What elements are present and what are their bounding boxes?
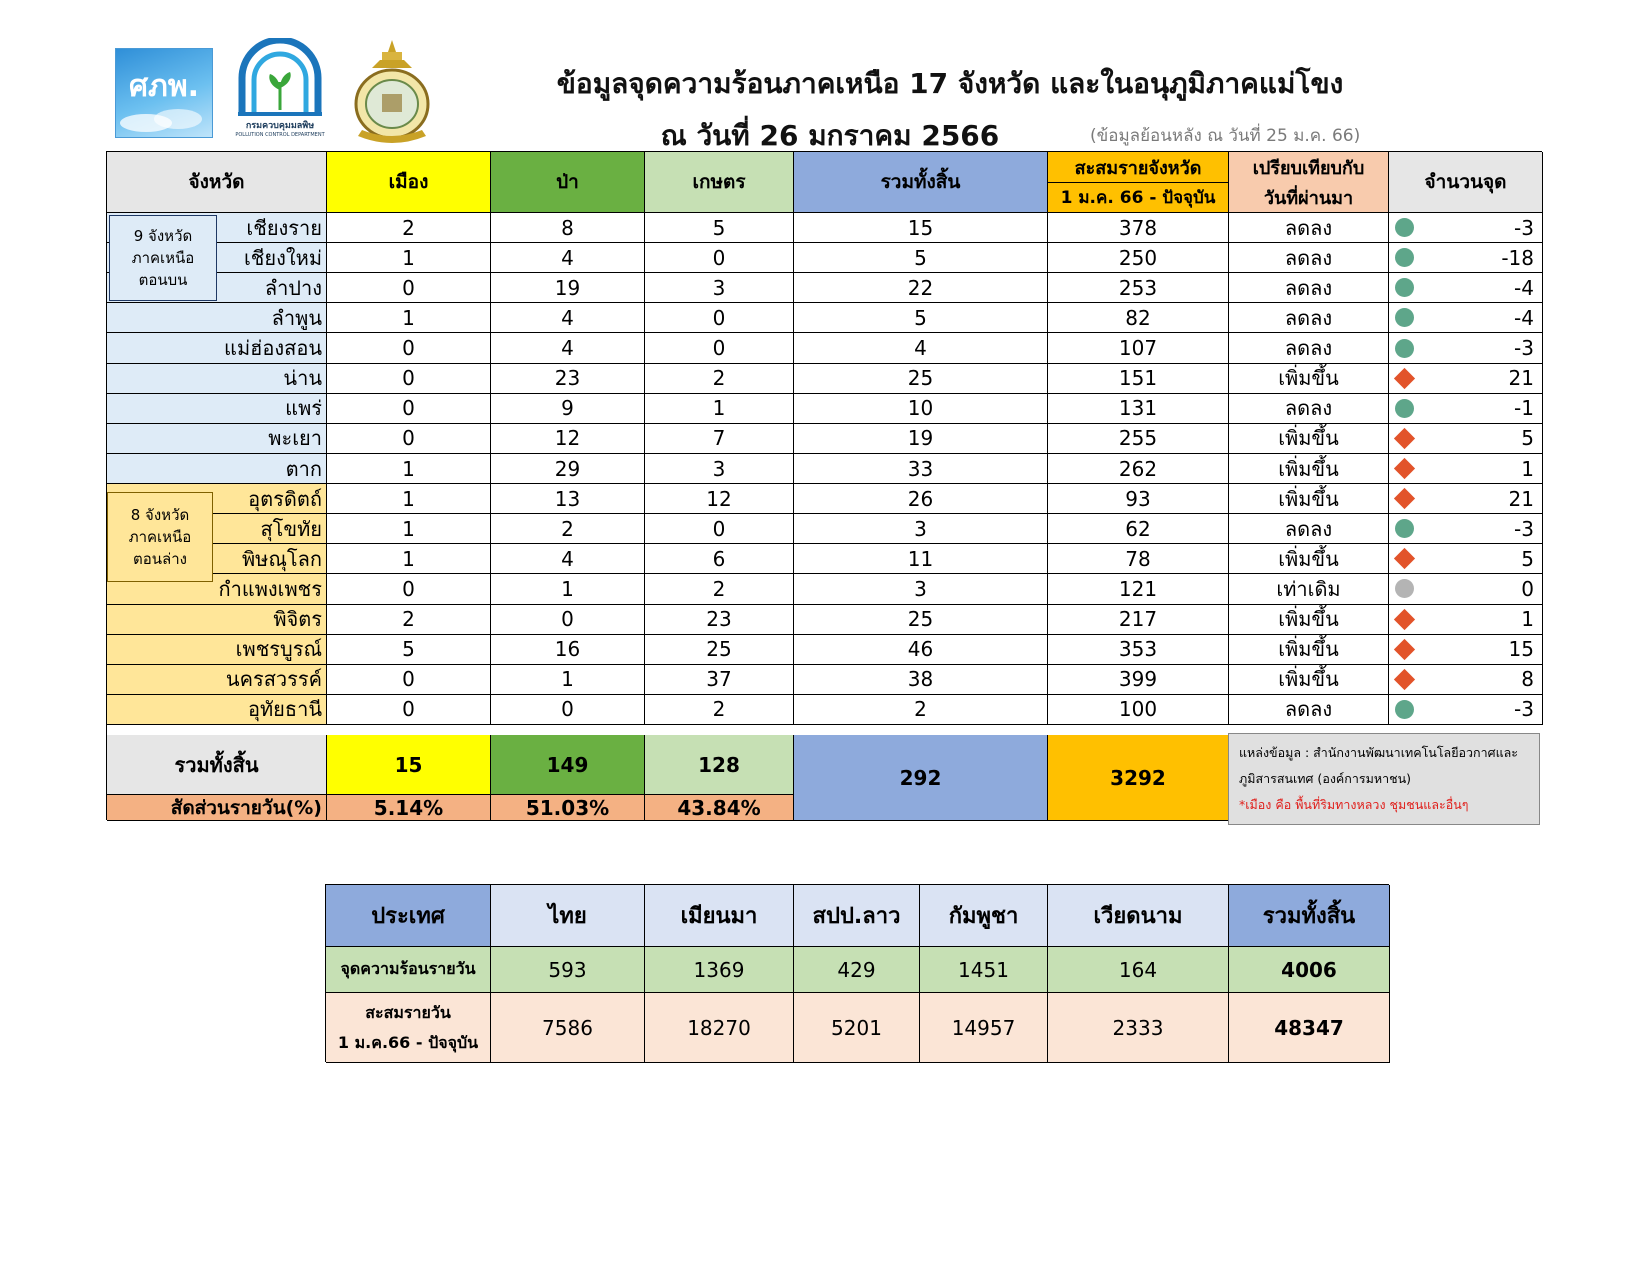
row-count bbox=[1389, 484, 1543, 514]
row-total: 33 bbox=[794, 454, 1048, 484]
row-forest: 8 bbox=[491, 213, 645, 243]
mekong-cumulative-total: 48347 bbox=[1229, 993, 1390, 1063]
row-count bbox=[1389, 665, 1543, 695]
row-count bbox=[1389, 514, 1543, 544]
mekong-daily-total: 4006 bbox=[1229, 947, 1390, 993]
row-agri: 0 bbox=[645, 303, 794, 333]
row-compare: ลดลง bbox=[1229, 514, 1389, 544]
row-urban: 0 bbox=[327, 695, 491, 725]
row-forest: 2 bbox=[491, 514, 645, 544]
source-note-line2: ภูมิสารสนเทศ (องค์การมหาชน) bbox=[1239, 771, 1411, 786]
row-agri: 0 bbox=[645, 333, 794, 363]
row-urban: 1 bbox=[327, 303, 491, 333]
row-total: 4 bbox=[794, 333, 1048, 363]
decrease-circle-icon bbox=[1395, 700, 1414, 719]
row-total: 38 bbox=[794, 665, 1048, 695]
row-province: เพชรบูรณ์ bbox=[107, 635, 327, 665]
row-cumulative: 378 bbox=[1048, 213, 1229, 243]
row-count bbox=[1389, 333, 1543, 363]
row-urban: 0 bbox=[327, 364, 491, 394]
row-forest: 13 bbox=[491, 484, 645, 514]
row-cumulative: 93 bbox=[1048, 484, 1229, 514]
row-forest: 29 bbox=[491, 454, 645, 484]
hotspot-province-table bbox=[106, 151, 1542, 820]
row-urban: 0 bbox=[327, 424, 491, 454]
row-count bbox=[1389, 364, 1543, 394]
row-compare: ลดลง bbox=[1229, 695, 1389, 725]
row-province: เชียงใหม่ bbox=[107, 243, 327, 273]
row-agri: 6 bbox=[645, 544, 794, 574]
header-compare-sub: วันที่ผ่านมา bbox=[1229, 183, 1389, 213]
row-total: 19 bbox=[794, 424, 1048, 454]
hotspot-change-value: -3 bbox=[1514, 697, 1534, 722]
row-total: 5 bbox=[794, 243, 1048, 273]
row-agri: 25 bbox=[645, 635, 794, 665]
row-forest: 0 bbox=[491, 695, 645, 725]
mekong-header-thailand: ไทย bbox=[491, 885, 645, 947]
row-agri: 3 bbox=[645, 454, 794, 484]
mekong-daily-vietnam: 164 bbox=[1048, 947, 1229, 993]
row-count bbox=[1389, 424, 1543, 454]
increase-diamond-icon bbox=[1394, 458, 1415, 479]
row-forest: 4 bbox=[491, 303, 645, 333]
provincial-seal bbox=[342, 38, 442, 148]
total-agri: 128 bbox=[645, 735, 794, 795]
hotspot-change-value: -3 bbox=[1514, 336, 1534, 361]
source-note-line1: แหล่งข้อมูล : สำนักงานพัฒนาเทคโนโลยีอวกาศและ bbox=[1239, 745, 1519, 760]
hotspot-change-value: 5 bbox=[1521, 546, 1534, 571]
increase-diamond-icon bbox=[1394, 488, 1415, 509]
row-forest: 16 bbox=[491, 635, 645, 665]
row-urban: 1 bbox=[327, 544, 491, 574]
hotspot-change-value: 15 bbox=[1508, 637, 1534, 662]
mekong-cumulative-vietnam: 2333 bbox=[1048, 993, 1229, 1063]
hotspot-change-value: 21 bbox=[1508, 366, 1534, 391]
hotspot-change-value: 21 bbox=[1508, 486, 1534, 511]
increase-diamond-icon bbox=[1394, 548, 1415, 569]
pcd-logo-text: กรมควบคุมมลพิษ POLLUTION CONTROL DEPARTMENT bbox=[235, 121, 325, 138]
row-province: พิจิตร bbox=[107, 605, 327, 635]
hotspot-change-value: -18 bbox=[1501, 245, 1534, 270]
row-forest: 9 bbox=[491, 394, 645, 424]
row-province: น่าน bbox=[107, 364, 327, 394]
increase-diamond-icon bbox=[1394, 639, 1415, 660]
pcd-arch-icon bbox=[232, 38, 328, 118]
row-forest: 1 bbox=[491, 665, 645, 695]
gistda-logo-text: ศภพ. bbox=[129, 69, 199, 104]
total-label: รวมทั้งสิ้น bbox=[107, 735, 327, 795]
urban-definition-note: *เมือง คือ พื้นที่ริมทางหลวง ชุมชนและอื่นๆ bbox=[1239, 797, 1469, 812]
row-urban: 2 bbox=[327, 605, 491, 635]
hotspot-change-value: 1 bbox=[1521, 456, 1534, 481]
row-cumulative: 82 bbox=[1048, 303, 1229, 333]
decrease-circle-icon bbox=[1395, 248, 1414, 267]
total-forest: 149 bbox=[491, 735, 645, 795]
header-urban: เมือง bbox=[327, 152, 491, 213]
row-agri: 0 bbox=[645, 243, 794, 273]
decrease-circle-icon bbox=[1395, 339, 1414, 358]
row-count bbox=[1389, 574, 1543, 604]
row-total: 10 bbox=[794, 394, 1048, 424]
row-compare: เพิ่มขึ้น bbox=[1229, 544, 1389, 574]
mekong-header-country: ประเทศ bbox=[326, 885, 491, 947]
row-province: นครสวรรค์ bbox=[107, 665, 327, 695]
header-compare: เปรียบเทียบกับ bbox=[1229, 152, 1389, 183]
total-cumulative: 3292 bbox=[1048, 735, 1229, 821]
row-urban: 1 bbox=[327, 243, 491, 273]
row-compare: ลดลง bbox=[1229, 213, 1389, 243]
row-cumulative: 250 bbox=[1048, 243, 1229, 273]
source-note bbox=[1228, 733, 1540, 825]
mekong-daily-label: จุดความร้อนรายวัน bbox=[326, 947, 491, 993]
row-agri: 37 bbox=[645, 665, 794, 695]
row-province: แพร่ bbox=[107, 394, 327, 424]
row-compare: เพิ่มขึ้น bbox=[1229, 424, 1389, 454]
row-compare: ลดลง bbox=[1229, 303, 1389, 333]
row-cumulative: 121 bbox=[1048, 574, 1229, 604]
row-compare: เพิ่มขึ้น bbox=[1229, 364, 1389, 394]
row-urban: 0 bbox=[327, 665, 491, 695]
row-compare: ลดลง bbox=[1229, 243, 1389, 273]
decrease-circle-icon bbox=[1395, 218, 1414, 237]
row-compare: ลดลง bbox=[1229, 273, 1389, 303]
row-agri: 3 bbox=[645, 273, 794, 303]
row-total: 26 bbox=[794, 484, 1048, 514]
row-province: ลำพูน bbox=[107, 303, 327, 333]
mekong-cumulative-label: สะสมรายวัน 1 ม.ค.66 - ปัจจุบัน bbox=[326, 993, 491, 1063]
row-total: 25 bbox=[794, 605, 1048, 635]
row-compare: เพิ่มขึ้น bbox=[1229, 665, 1389, 695]
row-province: พะเยา bbox=[107, 424, 327, 454]
header-total: รวมทั้งสิ้น bbox=[794, 152, 1048, 213]
cloud-icon bbox=[116, 105, 212, 135]
row-count bbox=[1389, 635, 1543, 665]
row-forest: 4 bbox=[491, 243, 645, 273]
row-cumulative: 151 bbox=[1048, 364, 1229, 394]
row-total: 5 bbox=[794, 303, 1048, 333]
mekong-hotspot-table bbox=[325, 884, 1389, 1062]
row-count bbox=[1389, 243, 1543, 273]
row-province: ลำปาง bbox=[107, 273, 327, 303]
row-cumulative: 107 bbox=[1048, 333, 1229, 363]
row-agri: 5 bbox=[645, 213, 794, 243]
row-forest: 0 bbox=[491, 605, 645, 635]
row-urban: 0 bbox=[327, 273, 491, 303]
row-forest: 19 bbox=[491, 273, 645, 303]
hotspot-change-value: -4 bbox=[1514, 305, 1534, 330]
seal-emblem-icon bbox=[342, 38, 442, 148]
row-count bbox=[1389, 544, 1543, 574]
mekong-daily-myanmar: 1369 bbox=[645, 947, 794, 993]
row-province: อุทัยธานี bbox=[107, 695, 327, 725]
row-count bbox=[1389, 695, 1543, 725]
row-urban: 0 bbox=[327, 574, 491, 604]
row-province: พิษณุโลก bbox=[107, 544, 327, 574]
row-province: ตาก bbox=[107, 454, 327, 484]
ratio-agri: 43.84% bbox=[645, 795, 794, 821]
increase-diamond-icon bbox=[1394, 608, 1415, 629]
increase-diamond-icon bbox=[1394, 669, 1415, 690]
row-forest: 23 bbox=[491, 364, 645, 394]
row-urban: 1 bbox=[327, 454, 491, 484]
row-urban: 5 bbox=[327, 635, 491, 665]
ratio-forest: 51.03% bbox=[491, 795, 645, 821]
row-total: 15 bbox=[794, 213, 1048, 243]
mekong-cumulative-cambodia: 14957 bbox=[920, 993, 1048, 1063]
row-cumulative: 253 bbox=[1048, 273, 1229, 303]
row-cumulative: 255 bbox=[1048, 424, 1229, 454]
row-total: 2 bbox=[794, 695, 1048, 725]
row-forest: 12 bbox=[491, 424, 645, 454]
total-urban: 15 bbox=[327, 735, 491, 795]
ratio-label: สัดส่วนรายวัน(%) bbox=[107, 795, 327, 821]
gistda-logo bbox=[115, 48, 213, 138]
row-count bbox=[1389, 454, 1543, 484]
mekong-header-myanmar: เมียนมา bbox=[645, 885, 794, 947]
decrease-circle-icon bbox=[1395, 308, 1414, 327]
hotspot-change-value: -3 bbox=[1514, 215, 1534, 240]
hotspot-change-value: 5 bbox=[1521, 426, 1534, 451]
row-cumulative: 131 bbox=[1048, 394, 1229, 424]
row-count bbox=[1389, 213, 1543, 243]
row-agri: 2 bbox=[645, 364, 794, 394]
row-count bbox=[1389, 303, 1543, 333]
row-compare: ลดลง bbox=[1229, 333, 1389, 363]
increase-diamond-icon bbox=[1394, 428, 1415, 449]
row-agri: 2 bbox=[645, 695, 794, 725]
mekong-daily-cambodia: 1451 bbox=[920, 947, 1048, 993]
row-total: 25 bbox=[794, 364, 1048, 394]
hotspot-change-value: -3 bbox=[1514, 516, 1534, 541]
row-province: กำแพงเพชร bbox=[107, 574, 327, 604]
row-forest: 4 bbox=[491, 333, 645, 363]
row-cumulative: 217 bbox=[1048, 605, 1229, 635]
unchanged-circle-icon bbox=[1395, 579, 1414, 598]
decrease-circle-icon bbox=[1395, 278, 1414, 297]
mekong-daily-laos: 429 bbox=[794, 947, 920, 993]
row-compare: ลดลง bbox=[1229, 394, 1389, 424]
row-province: สุโขทัย bbox=[107, 514, 327, 544]
group-upper-north: 9 จังหวัด ภาคเหนือ ตอนบน bbox=[109, 215, 217, 301]
row-total: 46 bbox=[794, 635, 1048, 665]
mekong-cumulative-laos: 5201 bbox=[794, 993, 920, 1063]
row-total: 3 bbox=[794, 574, 1048, 604]
mekong-header-vietnam: เวียดนาม bbox=[1048, 885, 1229, 947]
header-count: จำนวนจุด bbox=[1389, 152, 1543, 213]
row-cumulative: 262 bbox=[1048, 454, 1229, 484]
row-cumulative: 62 bbox=[1048, 514, 1229, 544]
hotspot-change-value: 1 bbox=[1521, 607, 1534, 632]
increase-diamond-icon bbox=[1394, 368, 1415, 389]
header-cumulative-sub: 1 ม.ค. 66 - ปัจจุบัน bbox=[1048, 183, 1229, 213]
row-agri: 12 bbox=[645, 484, 794, 514]
mekong-header-laos: สปป.ลาว bbox=[794, 885, 920, 947]
row-total: 22 bbox=[794, 273, 1048, 303]
row-cumulative: 78 bbox=[1048, 544, 1229, 574]
row-count bbox=[1389, 273, 1543, 303]
row-count bbox=[1389, 605, 1543, 635]
hotspot-change-value: -4 bbox=[1514, 275, 1534, 300]
row-forest: 4 bbox=[491, 544, 645, 574]
row-total: 3 bbox=[794, 514, 1048, 544]
header-province: จังหวัด bbox=[107, 152, 327, 213]
hotspot-change-value: 0 bbox=[1521, 576, 1534, 601]
row-cumulative: 353 bbox=[1048, 635, 1229, 665]
row-province: เชียงราย bbox=[107, 213, 327, 243]
header-forest: ป่า bbox=[491, 152, 645, 213]
row-agri: 0 bbox=[645, 514, 794, 544]
row-compare: เพิ่มขึ้น bbox=[1229, 635, 1389, 665]
hotspot-change-value: 8 bbox=[1521, 667, 1534, 692]
row-province: แม่ฮ่องสอน bbox=[107, 333, 327, 363]
hotspot-change-value: -1 bbox=[1514, 396, 1534, 421]
row-urban: 1 bbox=[327, 484, 491, 514]
page-title: ข้อมูลจุดความร้อนภาคเหนือ 17 จังหวัด และในอนุภูมิภาคแม่โขง bbox=[556, 67, 1344, 100]
row-cumulative: 100 bbox=[1048, 695, 1229, 725]
row-compare: เพิ่มขึ้น bbox=[1229, 484, 1389, 514]
mekong-header-cambodia: กัมพูชา bbox=[920, 885, 1048, 947]
row-agri: 7 bbox=[645, 424, 794, 454]
row-urban: 2 bbox=[327, 213, 491, 243]
row-urban: 1 bbox=[327, 514, 491, 544]
row-agri: 23 bbox=[645, 605, 794, 635]
row-province: อุตรดิตถ์ bbox=[107, 484, 327, 514]
row-compare: เท่าเดิม bbox=[1229, 574, 1389, 604]
row-total: 11 bbox=[794, 544, 1048, 574]
row-agri: 2 bbox=[645, 574, 794, 604]
row-urban: 0 bbox=[327, 394, 491, 424]
row-count bbox=[1389, 394, 1543, 424]
header-cumulative: สะสมรายจังหวัด bbox=[1048, 152, 1229, 183]
row-agri: 1 bbox=[645, 394, 794, 424]
mekong-cumulative-thailand: 7586 bbox=[491, 993, 645, 1063]
mekong-header-total: รวมทั้งสิ้น bbox=[1229, 885, 1390, 947]
header-agri: เกษตร bbox=[645, 152, 794, 213]
row-compare: เพิ่มขึ้น bbox=[1229, 454, 1389, 484]
pcd-logo bbox=[232, 38, 328, 140]
row-forest: 1 bbox=[491, 574, 645, 604]
mekong-cumulative-myanmar: 18270 bbox=[645, 993, 794, 1063]
total-all: 292 bbox=[794, 735, 1048, 821]
backdate-note: (ข้อมูลย้อนหลัง ณ วันที่ 25 ม.ค. 66) bbox=[1090, 126, 1361, 146]
row-compare: เพิ่มขึ้น bbox=[1229, 605, 1389, 635]
decrease-circle-icon bbox=[1395, 519, 1414, 538]
row-urban: 0 bbox=[327, 333, 491, 363]
group-lower-north: 8 จังหวัด ภาคเหนือ ตอนล่าง bbox=[107, 492, 213, 582]
row-cumulative: 399 bbox=[1048, 665, 1229, 695]
mekong-daily-thailand: 593 bbox=[491, 947, 645, 993]
decrease-circle-icon bbox=[1395, 399, 1414, 418]
page-date: ณ วันที่ 26 มกราคม 2566 bbox=[660, 119, 1000, 152]
ratio-urban: 5.14% bbox=[327, 795, 491, 821]
